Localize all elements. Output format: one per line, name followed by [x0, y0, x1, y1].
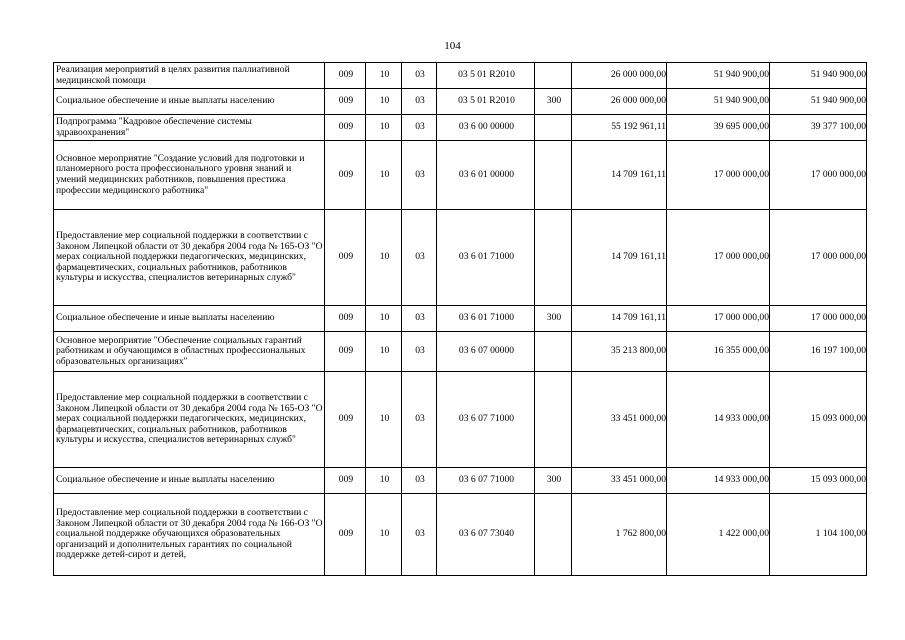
cell-sum-year-3: 51 940 900,00	[770, 89, 867, 115]
cell-vid-rashodov: 300	[535, 306, 572, 332]
cell-sum-year-3: 15 093 000,00	[770, 372, 867, 468]
cell-celevaya-statya: 03 5 01 R2010	[437, 63, 535, 89]
cell-razdel: 10	[366, 372, 402, 468]
cell-celevaya-statya: 03 6 07 00000	[437, 332, 535, 372]
cell-name: Предоставление мер социальной поддержки в соответствии с Законом Липецкой области от 30 декабря 2004 года № 165-ОЗ "О мерах социальной поддержки педагогических, медицинских, фармацевтических, социальных работников, работников культуры и искусства, специалистов ветеринарных служб"	[54, 372, 325, 468]
cell-sum-year-1: 33 451 000,00	[572, 372, 667, 468]
cell-name: Социальное обеспечение и иные выплаты населению	[54, 468, 325, 494]
cell-podrazdel: 03	[402, 141, 437, 210]
page-number: 104	[444, 40, 461, 52]
cell-glavnyi-rasporyaditel: 009	[325, 89, 366, 115]
cell-celevaya-statya: 03 6 01 00000	[437, 141, 535, 210]
cell-sum-year-2: 1 422 000,00	[667, 494, 770, 576]
cell-sum-year-1: 14 709 161,11	[572, 306, 667, 332]
cell-sum-year-2: 51 940 900,00	[667, 63, 770, 89]
cell-sum-year-2: 17 000 000,00	[667, 141, 770, 210]
cell-podrazdel: 03	[402, 306, 437, 332]
cell-glavnyi-rasporyaditel: 009	[325, 115, 366, 141]
cell-podrazdel: 03	[402, 63, 437, 89]
cell-celevaya-statya: 03 6 07 71000	[437, 372, 535, 468]
cell-razdel: 10	[366, 332, 402, 372]
cell-vid-rashodov	[535, 494, 572, 576]
cell-razdel: 10	[366, 210, 402, 306]
cell-podrazdel: 03	[402, 89, 437, 115]
cell-celevaya-statya: 03 6 00 00000	[437, 115, 535, 141]
cell-celevaya-statya: 03 6 07 73040	[437, 494, 535, 576]
cell-glavnyi-rasporyaditel: 009	[325, 332, 366, 372]
cell-sum-year-3: 16 197 100,00	[770, 332, 867, 372]
cell-sum-year-1: 55 192 961,11	[572, 115, 667, 141]
table-row	[54, 306, 867, 332]
cell-sum-year-2: 17 000 000,00	[667, 210, 770, 306]
cell-razdel: 10	[366, 494, 402, 576]
cell-vid-rashodov	[535, 372, 572, 468]
cell-razdel: 10	[366, 89, 402, 115]
table-row	[54, 332, 867, 372]
budget-table	[53, 62, 867, 576]
cell-sum-year-1: 35 213 800,00	[572, 332, 667, 372]
table-row	[54, 468, 867, 494]
cell-sum-year-2: 17 000 000,00	[667, 306, 770, 332]
cell-razdel: 10	[366, 141, 402, 210]
table-row	[54, 141, 867, 210]
cell-name: Предоставление мер социальной поддержки в соответствии с Законом Липецкой области от 30 декабря 2004 года № 166-ОЗ "О социальной поддержке обучающихся образовательных организаций и дополнительных гарантиях по социальной поддержке детей-сирот и детей,	[54, 494, 325, 576]
cell-sum-year-3: 51 940 900,00	[770, 63, 867, 89]
cell-celevaya-statya: 03 5 01 R2010	[437, 89, 535, 115]
cell-sum-year-3: 15 093 000,00	[770, 468, 867, 494]
cell-razdel: 10	[366, 306, 402, 332]
cell-name: Социальное обеспечение и иные выплаты населению	[54, 306, 325, 332]
cell-podrazdel: 03	[402, 332, 437, 372]
cell-glavnyi-rasporyaditel: 009	[325, 63, 366, 89]
table-row	[54, 63, 867, 89]
cell-glavnyi-rasporyaditel: 009	[325, 306, 366, 332]
cell-name: Социальное обеспечение и иные выплаты населению	[54, 89, 325, 115]
cell-glavnyi-rasporyaditel: 009	[325, 141, 366, 210]
cell-sum-year-3: 17 000 000,00	[770, 141, 867, 210]
cell-podrazdel: 03	[402, 468, 437, 494]
cell-vid-rashodov	[535, 115, 572, 141]
table-row	[54, 494, 867, 576]
cell-vid-rashodov	[535, 141, 572, 210]
cell-sum-year-2: 39 695 000,00	[667, 115, 770, 141]
cell-name: Реализация мероприятий в целях развития паллиативной медицинской помощи	[54, 63, 325, 89]
cell-razdel: 10	[366, 115, 402, 141]
cell-glavnyi-rasporyaditel: 009	[325, 468, 366, 494]
cell-name: Основное мероприятие "Обеспечение социальных гарантий работникам и обучающимся в областных профессиональных образовательных организациях"	[54, 332, 325, 372]
table-row	[54, 89, 867, 115]
cell-sum-year-1: 26 000 000,00	[572, 89, 667, 115]
cell-razdel: 10	[366, 63, 402, 89]
table-row	[54, 210, 867, 306]
cell-celevaya-statya: 03 6 01 71000	[437, 210, 535, 306]
cell-sum-year-1: 26 000 000,00	[572, 63, 667, 89]
cell-vid-rashodov: 300	[535, 89, 572, 115]
cell-vid-rashodov	[535, 63, 572, 89]
cell-sum-year-3: 17 000 000,00	[770, 210, 867, 306]
cell-glavnyi-rasporyaditel: 009	[325, 210, 366, 306]
cell-glavnyi-rasporyaditel: 009	[325, 372, 366, 468]
cell-podrazdel: 03	[402, 372, 437, 468]
cell-sum-year-3: 1 104 100,00	[770, 494, 867, 576]
cell-celevaya-statya: 03 6 01 71000	[437, 306, 535, 332]
cell-podrazdel: 03	[402, 115, 437, 141]
cell-sum-year-2: 51 940 900,00	[667, 89, 770, 115]
cell-vid-rashodov	[535, 210, 572, 306]
cell-vid-rashodov: 300	[535, 468, 572, 494]
cell-sum-year-1: 33 451 000,00	[572, 468, 667, 494]
cell-sum-year-3: 39 377 100,00	[770, 115, 867, 141]
cell-sum-year-2: 14 933 000,00	[667, 372, 770, 468]
cell-podrazdel: 03	[402, 494, 437, 576]
cell-sum-year-2: 14 933 000,00	[667, 468, 770, 494]
cell-name: Подпрограмма "Кадровое обеспечение системы здравоохранения"	[54, 115, 325, 141]
cell-celevaya-statya: 03 6 07 71000	[437, 468, 535, 494]
table-row	[54, 372, 867, 468]
cell-name: Предоставление мер социальной поддержки в соответствии с Законом Липецкой области от 30 декабря 2004 года № 165-ОЗ "О мерах социальной поддержки педагогических, медицинских, фармацевтических, социальных работников, работников культуры и искусства, специалистов ветеринарных служб"	[54, 210, 325, 306]
cell-sum-year-1: 14 709 161,11	[572, 141, 667, 210]
cell-podrazdel: 03	[402, 210, 437, 306]
cell-razdel: 10	[366, 468, 402, 494]
cell-glavnyi-rasporyaditel: 009	[325, 494, 366, 576]
cell-sum-year-1: 1 762 800,00	[572, 494, 667, 576]
cell-vid-rashodov	[535, 332, 572, 372]
table-row	[54, 115, 867, 141]
cell-sum-year-3: 17 000 000,00	[770, 306, 867, 332]
cell-name: Основное мероприятие "Создание условий для подготовки и планомерного роста профессионального уровня знаний и умений медицинских работников, повышения престижа профессии медицинского работника"	[54, 141, 325, 210]
cell-sum-year-1: 14 709 161,11	[572, 210, 667, 306]
cell-sum-year-2: 16 355 000,00	[667, 332, 770, 372]
